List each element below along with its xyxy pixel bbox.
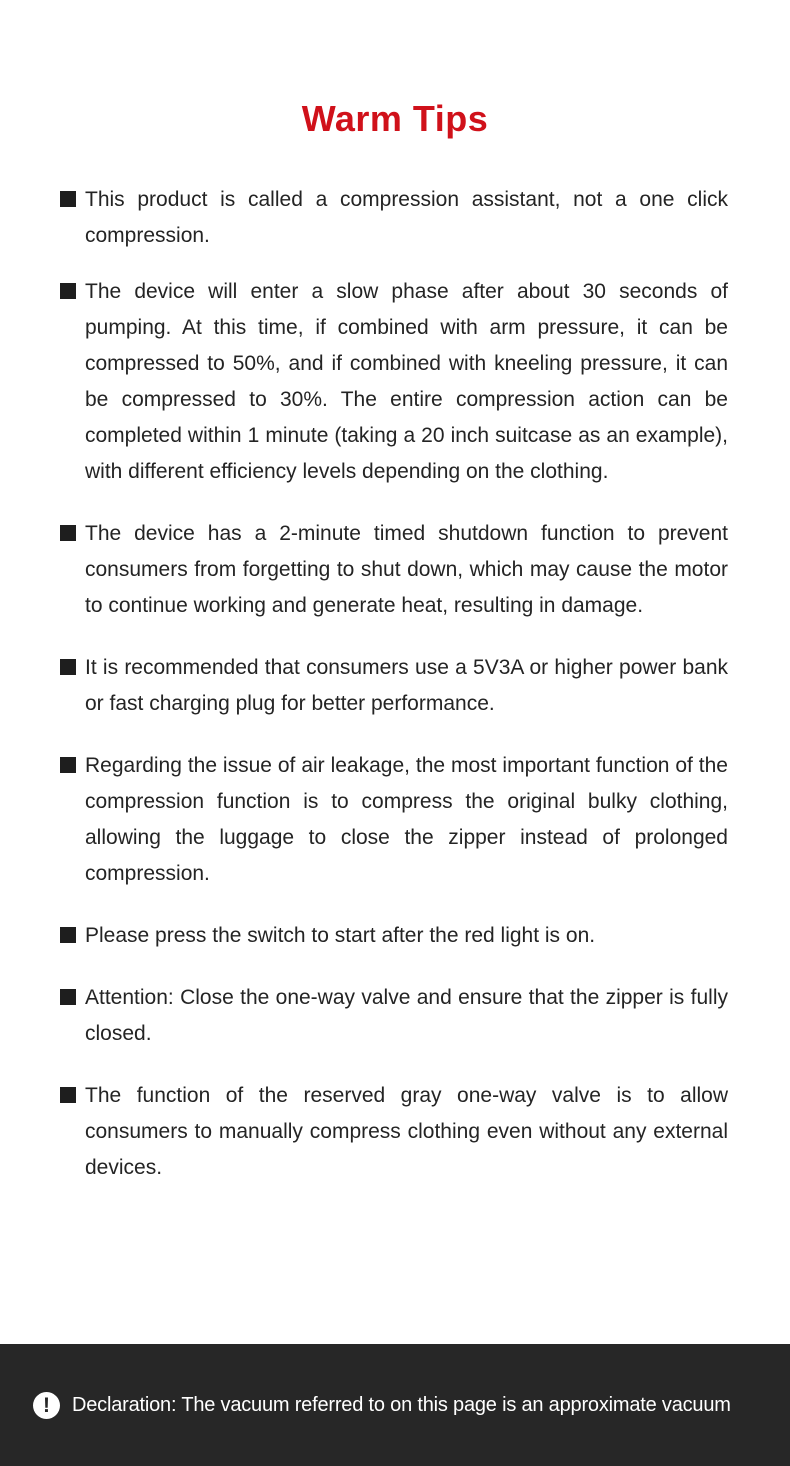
tip-item: [60, 274, 728, 490]
square-bullet-icon: [60, 283, 76, 299]
tip-item: [60, 1078, 728, 1186]
square-bullet-icon: [60, 659, 76, 675]
square-bullet-icon: [60, 191, 76, 207]
tip-text: This product is called a compression assistant, not a one click compression.: [85, 188, 728, 247]
square-bullet-icon: [60, 989, 76, 1005]
declaration-footer: [0, 1344, 790, 1466]
tip-item: [60, 918, 728, 954]
tips-list: [0, 140, 790, 1186]
tip-text: Attention: Close the one-way valve and ensure that the zipper is fully closed.: [85, 986, 728, 1045]
exclamation-circle-icon: !: [33, 1392, 60, 1419]
tip-text: The function of the reserved gray one-way valve is to allow consumers to manually compress clothing even without any external devices.: [85, 1084, 728, 1179]
tip-text: The device has a 2-minute timed shutdown function to prevent consumers from forgetting to shut down, which may cause the motor to continue working and generate heat, resulting in damage.: [85, 522, 728, 617]
tip-text: Please press the switch to start after the red light is on.: [85, 924, 596, 947]
square-bullet-icon: [60, 525, 76, 541]
declaration-text: Declaration: The vacuum referred to on this page is an approximate vacuum: [72, 1393, 731, 1416]
page-title: Warm Tips: [301, 98, 489, 139]
tip-text: Regarding the issue of air leakage, the most important function of the compression function is to compress the original bulky clothing, allowing the luggage to close the zipper instead of prolonged compression.: [85, 754, 728, 885]
tip-item: [60, 182, 728, 254]
square-bullet-icon: [60, 757, 76, 773]
tip-text: The device will enter a slow phase after about 30 seconds of pumping. At this time, if combined with arm pressure, it can be compressed to 50%, and if combined with kneeling pressure, it can be compressed to 30%. The entire compression action can be completed within 1 minute (taking a 20 inch suitcase as an example), with different efficiency levels depending on the clothing.: [85, 280, 728, 483]
square-bullet-icon: [60, 927, 76, 943]
tip-item: [60, 516, 728, 624]
tip-item: [60, 748, 728, 892]
tip-item: [60, 980, 728, 1052]
square-bullet-icon: [60, 1087, 76, 1103]
tip-text: It is recommended that consumers use a 5V3A or higher power bank or fast charging plug for better performance.: [85, 656, 728, 715]
tip-item: [60, 650, 728, 722]
